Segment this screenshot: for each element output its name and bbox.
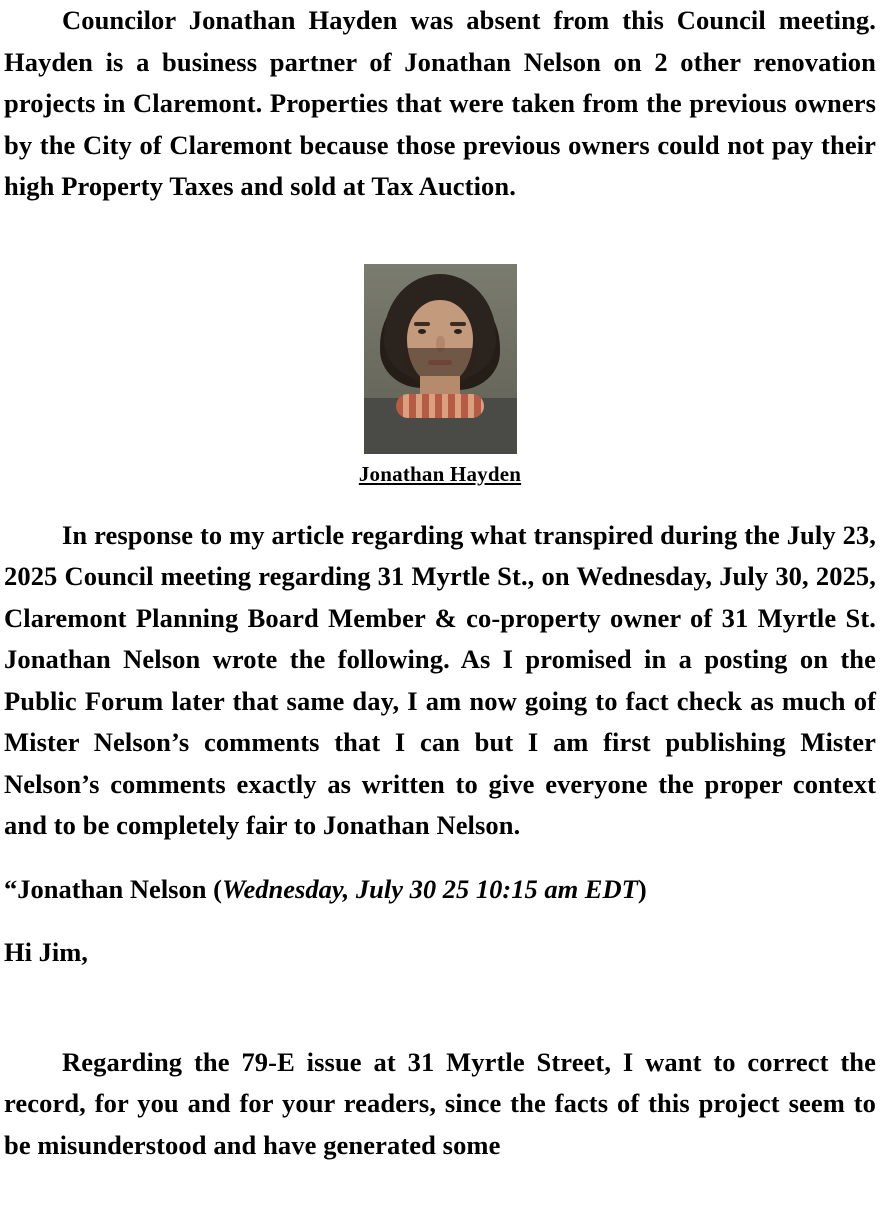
paragraph-spacer-one [4, 847, 876, 869]
figure-caption: Jonathan Hayden [358, 461, 522, 486]
paragraph-response-to-article: In response to my article regarding what transpired during the July 23, 2025 Council meeting regarding 31 Myrtle St., on Wednesday, July 30, 2025, Claremont Planning Board Member & co-property owner of 31 Myrtle St. Jonathan Nelson wrote the following. As I promised in a posting on the Public Forum later that same day, I am now going to fact check as much of Mister Nelson’s comments that I can but I am first publishing Mister Nelson’s comments exactly as written to give everyone the proper context and to be completely fair to Jonathan Nelson. [4, 519, 876, 840]
scarf-shape [396, 394, 484, 418]
paragraph-spacer-three [4, 974, 876, 1008]
portrait-photo [364, 264, 517, 454]
figure-spacer [4, 487, 876, 515]
paragraph-council-absence: Councilor Jonathan Hayden was absent from this Council meeting. Hayden is a business partner of Jonathan Nelson on 2 other renovation projects in Claremont. Properties that were taken from the previous owners by the City of Claremont because those previous owners could not pay their high Property Taxes and sold at Tax Auction. [4, 5, 876, 201]
eyebrow-left-shape [414, 322, 430, 326]
paragraph-spacer-two [4, 910, 876, 932]
eyebrow-right-shape [450, 322, 466, 326]
quote-open-text: “Jonathan Nelson ( [4, 873, 222, 904]
eye-right-shape [454, 329, 462, 334]
eye-left-shape [418, 329, 426, 334]
quote-timestamp: Wednesday, July 30 25 10:15 am EDT [221, 873, 638, 904]
letter-greeting: Hi Jim, [4, 937, 88, 967]
quote-attribution-line [4, 869, 876, 911]
paragraph-spacer-four [4, 1008, 876, 1042]
mouth-shape [428, 360, 452, 365]
paragraph-79e-issue: Regarding the 79-E issue at 31 Myrtle Street, I want to correct the record, for you and for your readers, since the facts of this project seem to be misunderstood and have generated some [4, 1046, 876, 1160]
quote-close-paren: ) [637, 873, 647, 904]
figure-jonathan-hayden [4, 264, 876, 487]
